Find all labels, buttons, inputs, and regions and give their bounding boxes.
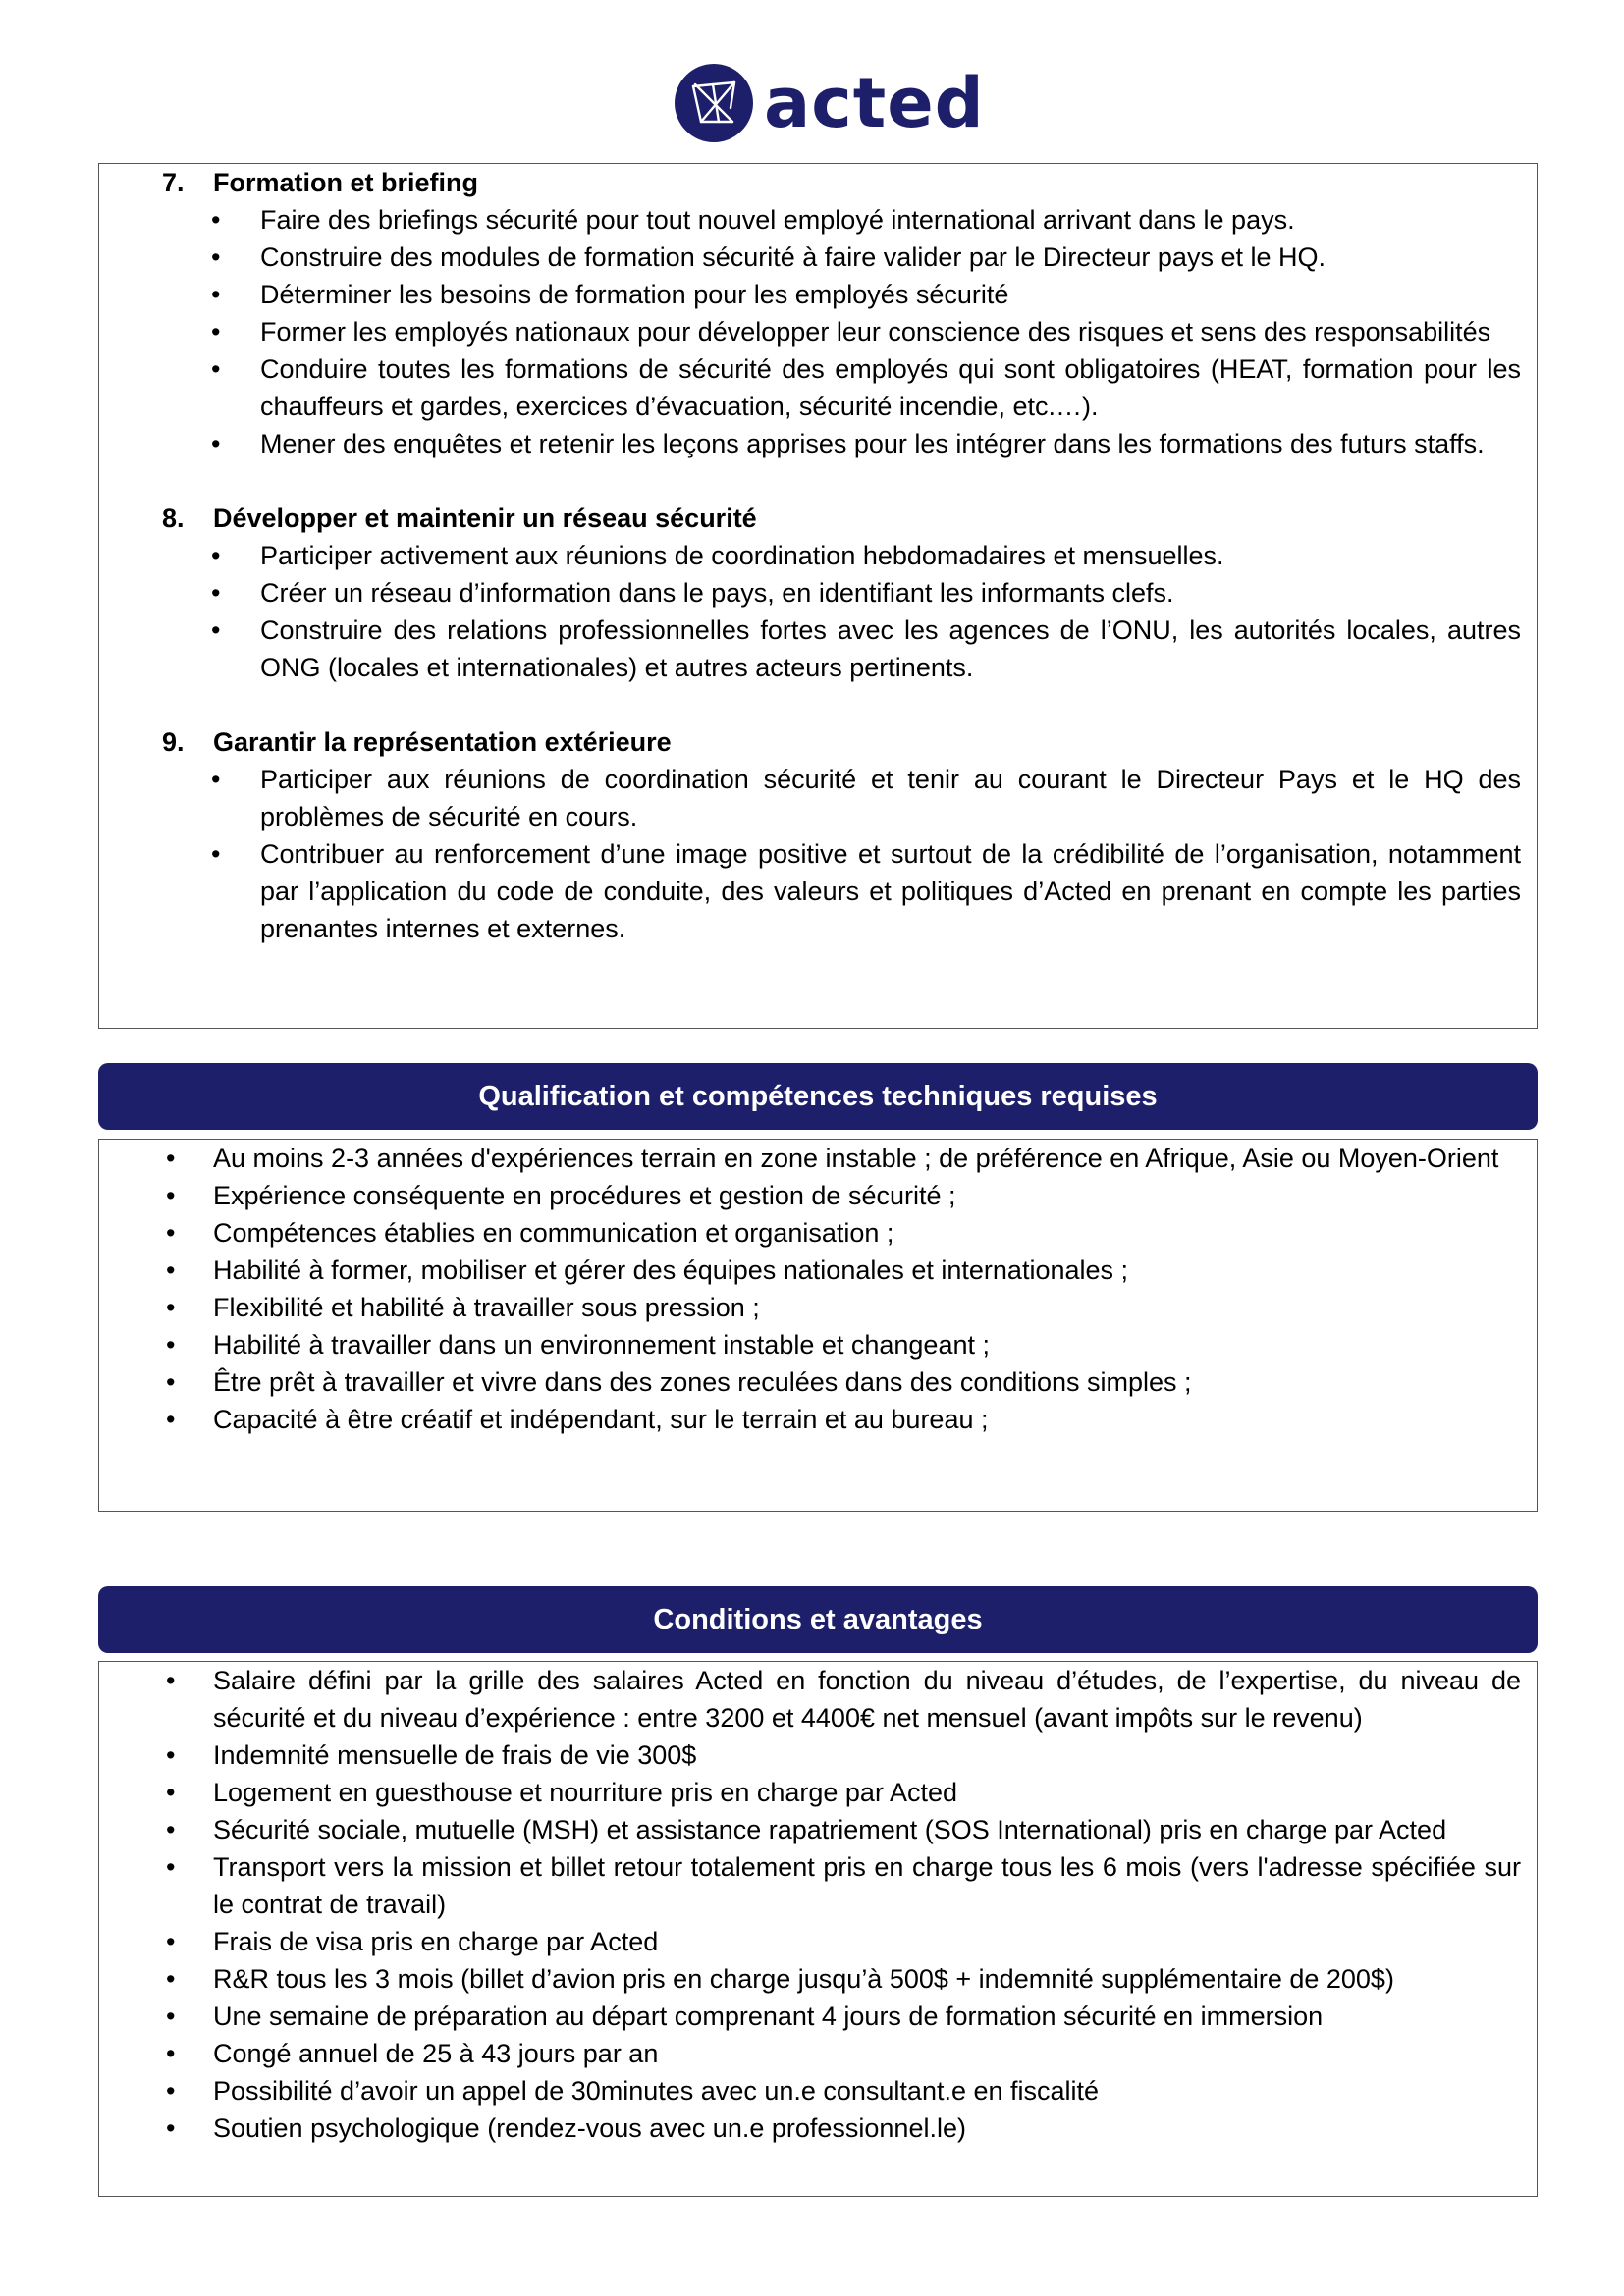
list-item: • Conduire toutes les formations de sécurité des employés qui sont obligatoires (HEAT, formation pour les chauffeurs et gardes, exercices d’évacuation, sécurité incendie, etc.…).	[162, 350, 1521, 425]
section-title	[162, 723, 1537, 761]
list-item: • Possibilité d’avoir un appel de 30minutes avec un.e consultant.e en fiscalité	[99, 2072, 1521, 2109]
list-item: • Habilité à travailler dans un environnement instable et changeant ;	[99, 1326, 1521, 1363]
list-item: • Faire des briefings sécurité pour tout nouvel employé international arrivant dans le pays.	[162, 201, 1521, 239]
list-item: • Être prêt à travailler et vivre dans des zones reculées dans des conditions simples ;	[99, 1363, 1521, 1401]
list-item: • Une semaine de préparation au départ comprenant 4 jours de formation sécurité en immersion	[99, 1998, 1521, 2035]
section-title	[162, 500, 1537, 537]
section-title-text: Garantir la représentation extérieure	[213, 727, 672, 757]
list-item: • Logement en guesthouse et nourriture pris en charge par Acted	[99, 1774, 1521, 1811]
list-item: • R&R tous les 3 mois (billet d’avion pris en charge jusqu’à 500$ + indemnité supplémentaire de 200$)	[99, 1960, 1521, 1998]
list-item: • Habilité à former, mobiliser et gérer des équipes nationales et internationales ;	[99, 1252, 1521, 1289]
section-number: 7.	[162, 168, 185, 197]
responsibilities-box	[98, 163, 1538, 1029]
list-item: • Contribuer au renforcement d’une image positive et surtout de la crédibilité de l’organisation, notamment par l’application du code de conduite, des valeurs et politiques d’Acted en prenant en compte les parties prenantes internes et externes.	[162, 835, 1521, 947]
list-item: • Mener des enquêtes et retenir les leçons apprises pour les intégrer dans les formations des futurs staffs.	[162, 425, 1521, 462]
section-number: 8.	[162, 504, 185, 533]
section-training	[162, 164, 1537, 462]
conditions-list	[99, 1662, 1537, 2147]
list-item: • Capacité à être créatif et indépendant, sur le terrain et au bureau ;	[99, 1401, 1521, 1438]
list-item: • Participer activement aux réunions de coordination hebdomadaires et mensuelles.	[162, 537, 1521, 574]
section-list	[162, 537, 1537, 686]
qualifications-box	[98, 1139, 1538, 1512]
list-item: • Transport vers la mission et billet retour totalement pris en charge tous les 6 mois (vers l'adresse spécifiée sur le contrat de travail)	[99, 1848, 1521, 1923]
list-item: • Sécurité sociale, mutuelle (MSH) et assistance rapatriement (SOS International) pris en charge par Acted	[99, 1811, 1521, 1848]
list-item: • Expérience conséquente en procédures et gestion de sécurité ;	[99, 1177, 1521, 1214]
section-list	[162, 201, 1537, 462]
acted-logo	[674, 61, 985, 145]
section-title-text: Développer et maintenir un réseau sécurité	[213, 504, 757, 533]
list-item: • Déterminer les besoins de formation pour les employés sécurité	[162, 276, 1521, 313]
section-network	[162, 500, 1537, 686]
section-representation	[162, 723, 1537, 947]
conditions-header: Conditions et avantages	[98, 1586, 1538, 1653]
section-title	[162, 164, 1537, 201]
list-item: • Compétences établies en communication et organisation ;	[99, 1214, 1521, 1252]
list-item: • Congé annuel de 25 à 43 jours par an	[99, 2035, 1521, 2072]
section-number: 9.	[162, 727, 185, 757]
conditions-box	[98, 1661, 1538, 2197]
list-item: • Au moins 2-3 années d'expériences terrain en zone instable ; de préférence en Afrique, Asie ou Moyen-Orient	[99, 1140, 1521, 1177]
qualifications-header: Qualification et compétences techniques requises	[98, 1063, 1538, 1130]
list-item: • Participer aux réunions de coordination sécurité et tenir au courant le Directeur Pays et le HQ des problèmes de sécurité en cours.	[162, 761, 1521, 835]
acted-logo-icon	[674, 63, 754, 143]
list-item: • Construire des relations professionnelles fortes avec les agences de l’ONU, les autorités locales, autres ONG (locales et internationales) et autres acteurs pertinents.	[162, 612, 1521, 686]
section-title-text: Formation et briefing	[213, 168, 478, 197]
acted-logo-text: acted	[764, 63, 985, 143]
section-list	[162, 761, 1537, 947]
list-item: • Créer un réseau d’information dans le pays, en identifiant les informants clefs.	[162, 574, 1521, 612]
list-item: • Construire des modules de formation sécurité à faire valider par le Directeur pays et le HQ.	[162, 239, 1521, 276]
list-item: • Flexibilité et habilité à travailler sous pression ;	[99, 1289, 1521, 1326]
list-item: • Salaire défini par la grille des salaires Acted en fonction du niveau d’études, de l’expertise, du niveau de sécurité et du niveau d’expérience : entre 3200 et 4400€ net mensuel (avant impôts sur le revenu)	[99, 1662, 1521, 1736]
qualifications-list	[99, 1140, 1537, 1438]
list-item: • Former les employés nationaux pour développer leur conscience des risques et sens des responsabilités	[162, 313, 1521, 350]
list-item: • Indemnité mensuelle de frais de vie 300$	[99, 1736, 1521, 1774]
list-item: • Soutien psychologique (rendez-vous avec un.e professionnel.le)	[99, 2109, 1521, 2147]
list-item: • Frais de visa pris en charge par Acted	[99, 1923, 1521, 1960]
